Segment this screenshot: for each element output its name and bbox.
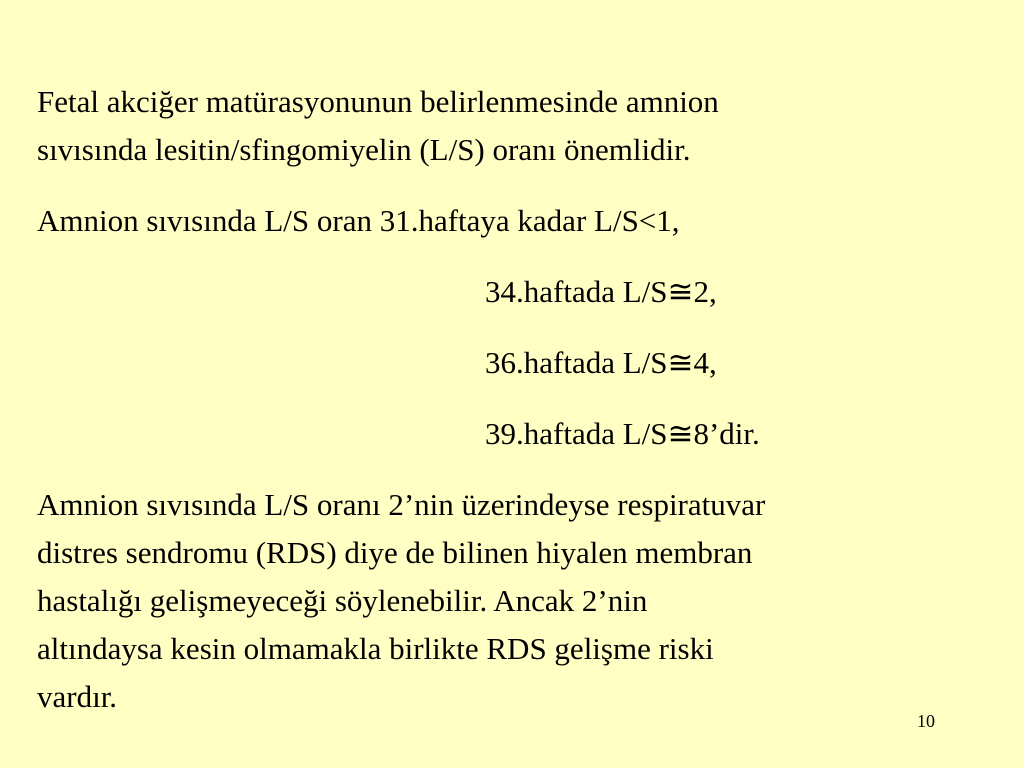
paragraph-2-line-4: 39.haftada L/S≅8’dir. — [485, 416, 760, 451]
paragraph-3-line-1: Amnion sıvısında L/S oranı 2’nin üzerindeyse respiratuvar — [37, 487, 766, 522]
paragraph-2-line-2: 34.haftada L/S≅2, — [485, 274, 717, 309]
paragraph-3-line-2: distres sendromu (RDS) diye de bilinen hiyalen membran — [37, 535, 753, 570]
paragraph-1-line-1: Fetal akciğer matürasyonunun belirlenmesinde amnion — [37, 84, 719, 119]
paragraph-2-line-3: 36.haftada L/S≅4, — [485, 345, 717, 380]
paragraph-3-line-5: vardır. — [37, 679, 118, 714]
page-number: 10 — [917, 711, 935, 731]
paragraph-3-line-4: altındaysa kesin olmamakla birlikte RDS gelişme riski — [37, 631, 714, 666]
paragraph-3-line-3: hastalığı gelişmeyeceği söylenebilir. Ancak 2’nin — [37, 583, 648, 618]
paragraph-2-line-1: Amnion sıvısında L/S oran 31.haftaya kadar L/S<1, — [37, 203, 680, 238]
paragraph-1-line-2: sıvısında lesitin/sfingomiyelin (L/S) oranı önemlidir. — [37, 132, 691, 167]
